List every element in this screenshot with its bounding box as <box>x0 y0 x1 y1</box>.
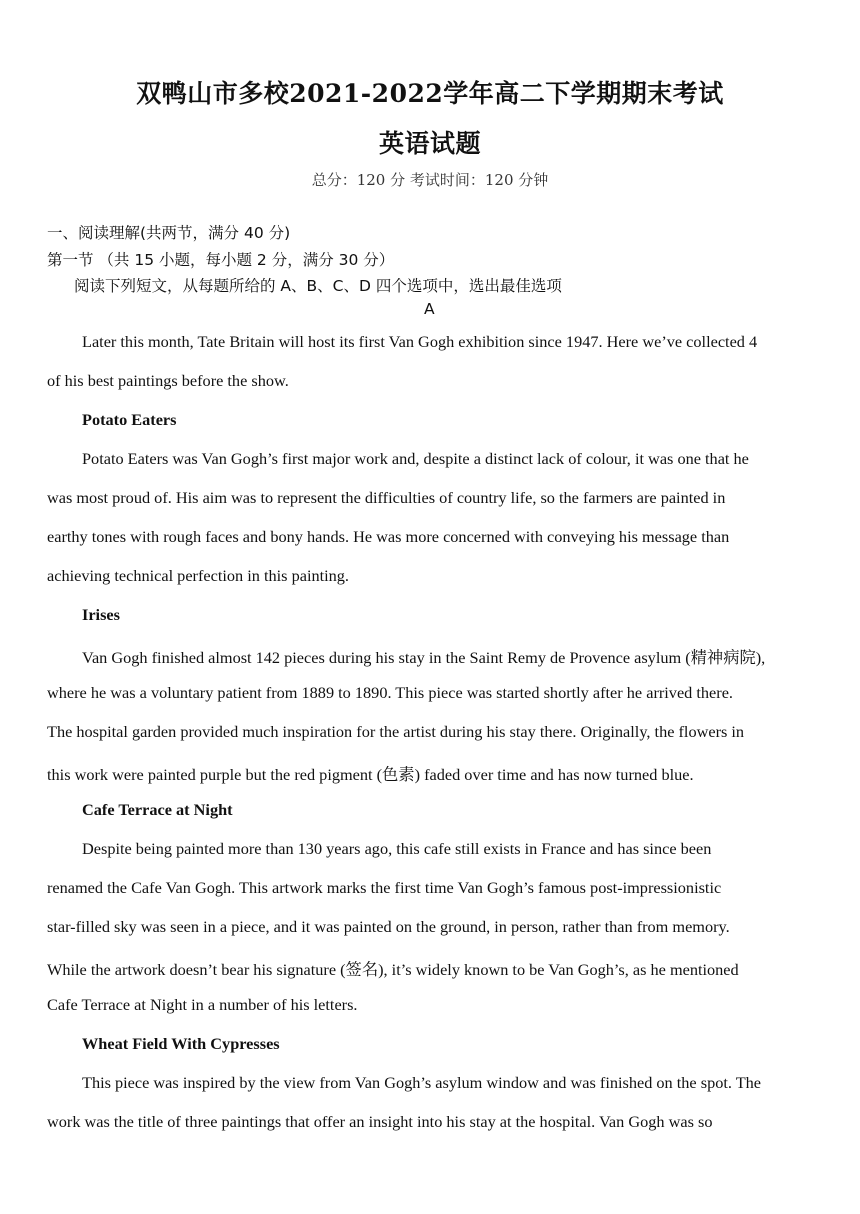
paragraph-line: Potato Eaters was Van Gogh’s first major work and, despite a distinct lack of colour, it was one that he <box>82 449 749 468</box>
paragraph-line: renamed the Cafe Van Gogh. This artwork marks the first time Van Gogh’s famous post-impressionistic <box>47 878 722 897</box>
paragraph-line: this work were painted purple but the red pigment (色素) faded over time and has now turned blue. <box>47 765 694 784</box>
exam-meta: 总分：120 分 考试时间：120 分钟 <box>311 171 549 189</box>
paragraph-line: earthy tones with rough faces and bony hands. He was more concerned with conveying his message than <box>47 527 730 546</box>
exam-title: 双鸭山市多校2021-2022学年高二下学期期末考试 <box>136 79 724 108</box>
paragraph-line: Cafe Terrace at Night in a number of his letters. <box>47 995 358 1014</box>
paragraph-line: achieving technical perfection in this painting. <box>47 566 350 585</box>
section-heading: 第一节 （共 15 小题，每小题 2 分，满分 30 分） <box>47 251 395 269</box>
paragraph-line: This piece was inspired by the view from Van Gogh’s asylum window and was finished on the spot. The <box>82 1073 762 1092</box>
paragraph-line: Van Gogh finished almost 142 pieces during his stay in the Saint Remy de Provence asylum (精神病院), <box>82 648 766 667</box>
painting-heading: Potato Eaters <box>82 410 177 429</box>
part-heading: 一、阅读理解(共两节，满分 40 分) <box>47 224 291 242</box>
exam-subtitle: 英语试题 <box>378 129 481 158</box>
paragraph-line: Later this month, Tate Britain will host its first Van Gogh exhibition since 1947. Here we’ve collected 4 <box>82 332 758 351</box>
instructions: 阅读下列短文，从每题所给的 A、B、C、D 四个选项中，选出最佳选项 <box>74 277 562 295</box>
paragraph-line: work was the title of three paintings that offer an insight into his stay at the hospital. Van Gogh was so <box>47 1112 713 1131</box>
paragraph-line: star-filled sky was seen in a piece, and it was painted on the ground, in person, rather than from memory. <box>47 917 730 936</box>
paragraph-line: Despite being painted more than 130 years ago, this cafe still exists in France and has since been <box>82 839 712 858</box>
painting-heading: Irises <box>82 605 120 624</box>
paragraph-line: While the artwork doesn’t bear his signature (签名), it’s widely known to be Van Gogh’s, as he mentioned <box>47 960 739 979</box>
paragraph-line: was most proud of. His aim was to represent the difficulties of country life, so the farmers are painted in <box>47 488 726 507</box>
painting-heading: Cafe Terrace at Night <box>82 800 233 819</box>
painting-heading: Wheat Field With Cypresses <box>82 1034 280 1053</box>
passage-label: A <box>424 300 435 318</box>
paragraph-line: of his best paintings before the show. <box>47 371 289 390</box>
paragraph-line: where he was a voluntary patient from 1889 to 1890. This piece was started shortly after he arrived there. <box>47 683 733 702</box>
paragraph-line: The hospital garden provided much inspiration for the artist during his stay there. Originally, the flowers in <box>47 722 745 741</box>
